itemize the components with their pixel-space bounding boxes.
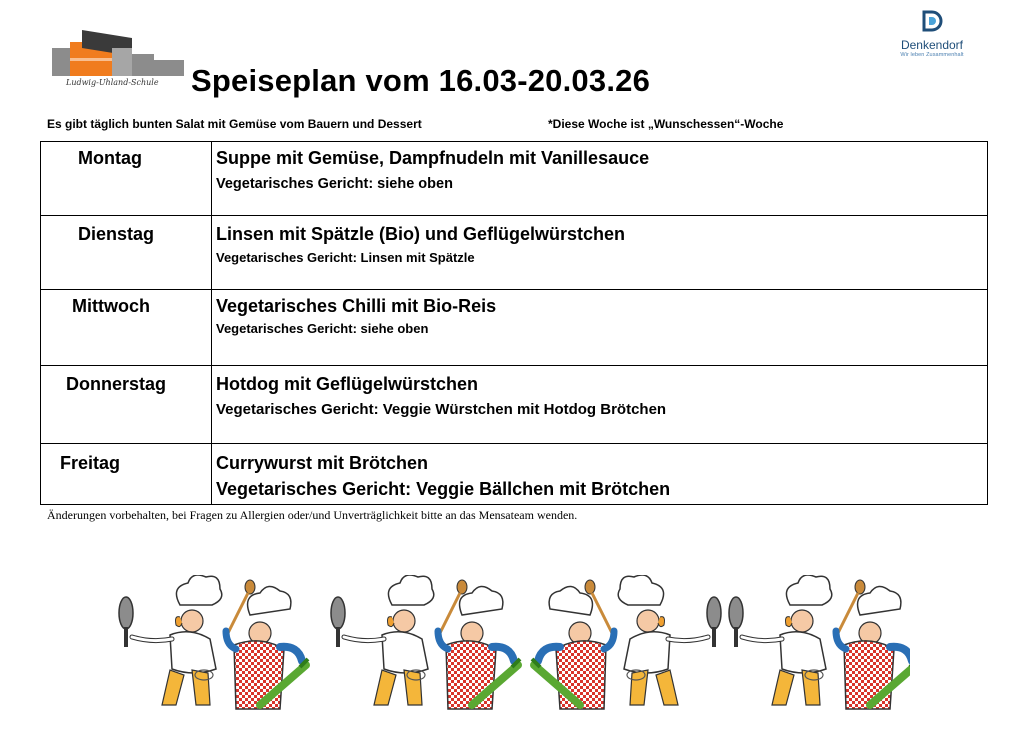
column-divider [211,444,212,504]
salad-info: Es gibt täglich bunten Salat mit Gemüse vom Bauern und Dessert [47,117,422,131]
menu-table [40,141,988,505]
school-name: Ludwig-Uhland-Schule [66,78,159,87]
column-divider [211,366,212,443]
town-logo [892,10,972,60]
day-label: Montag [78,148,142,168]
vegetarian-dish: Vegetarisches Gericht: siehe oben [216,321,429,336]
main-dish: Hotdog mit Geflügelwürstchen [216,374,479,394]
main-dish: Suppe mit Gemüse, Dampfnudeln mit Vanillesauce [216,148,650,168]
page-title: Speiseplan vom 16.03-20.03.26 [191,63,651,98]
day-label: Freitag [60,453,121,473]
column-divider [211,142,212,215]
main-dish: Linsen mit Spätzle (Bio) und Geflügelwürstchen [216,224,626,244]
day-label: Dienstag [78,224,155,244]
vegetarian-dish: Vegetarisches Gericht: siehe oben [216,176,453,192]
day-label: Donnerstag [66,374,167,394]
vegetarian-dish: Vegetarisches Gericht: Linsen mit Spätzle [216,250,475,265]
vegetarian-dish: Vegetarisches Gericht: Veggie Bällchen mit Brötchen [216,479,671,499]
denkendorf-d-logo-icon [920,10,944,32]
menu-row-tuesday [41,216,987,290]
column-divider [211,216,212,289]
allergy-footnote: Änderungen vorbehalten, bei Fragen zu Allergien oder/und Unverträglichkeit bitte an das Mensateam wenden. [47,508,578,522]
menu-row-thursday [41,366,987,444]
vegetarian-dish: Vegetarisches Gericht: Veggie Würstchen mit Hotdog Brötchen [216,401,667,418]
day-label: Mittwoch [72,296,150,316]
menu-row-friday [41,444,987,504]
wish-week-info: *Diese Woche ist „Wunschessen“-Woche [548,117,784,131]
main-dish: Vegetarisches Chilli mit Bio-Reis [216,296,497,316]
menu-row-monday [41,142,987,216]
menu-row-wednesday [41,290,987,366]
main-dish: Currywurst mit Brötchen [216,453,429,473]
town-tagline: Wir leben Zusammenhalt [900,52,964,58]
school-building-logo-icon [52,28,187,78]
cooking-chefs-icon [110,575,910,715]
town-brand: Denkendorf [900,38,964,52]
column-divider [211,290,212,365]
chefs-illustration [110,575,910,715]
